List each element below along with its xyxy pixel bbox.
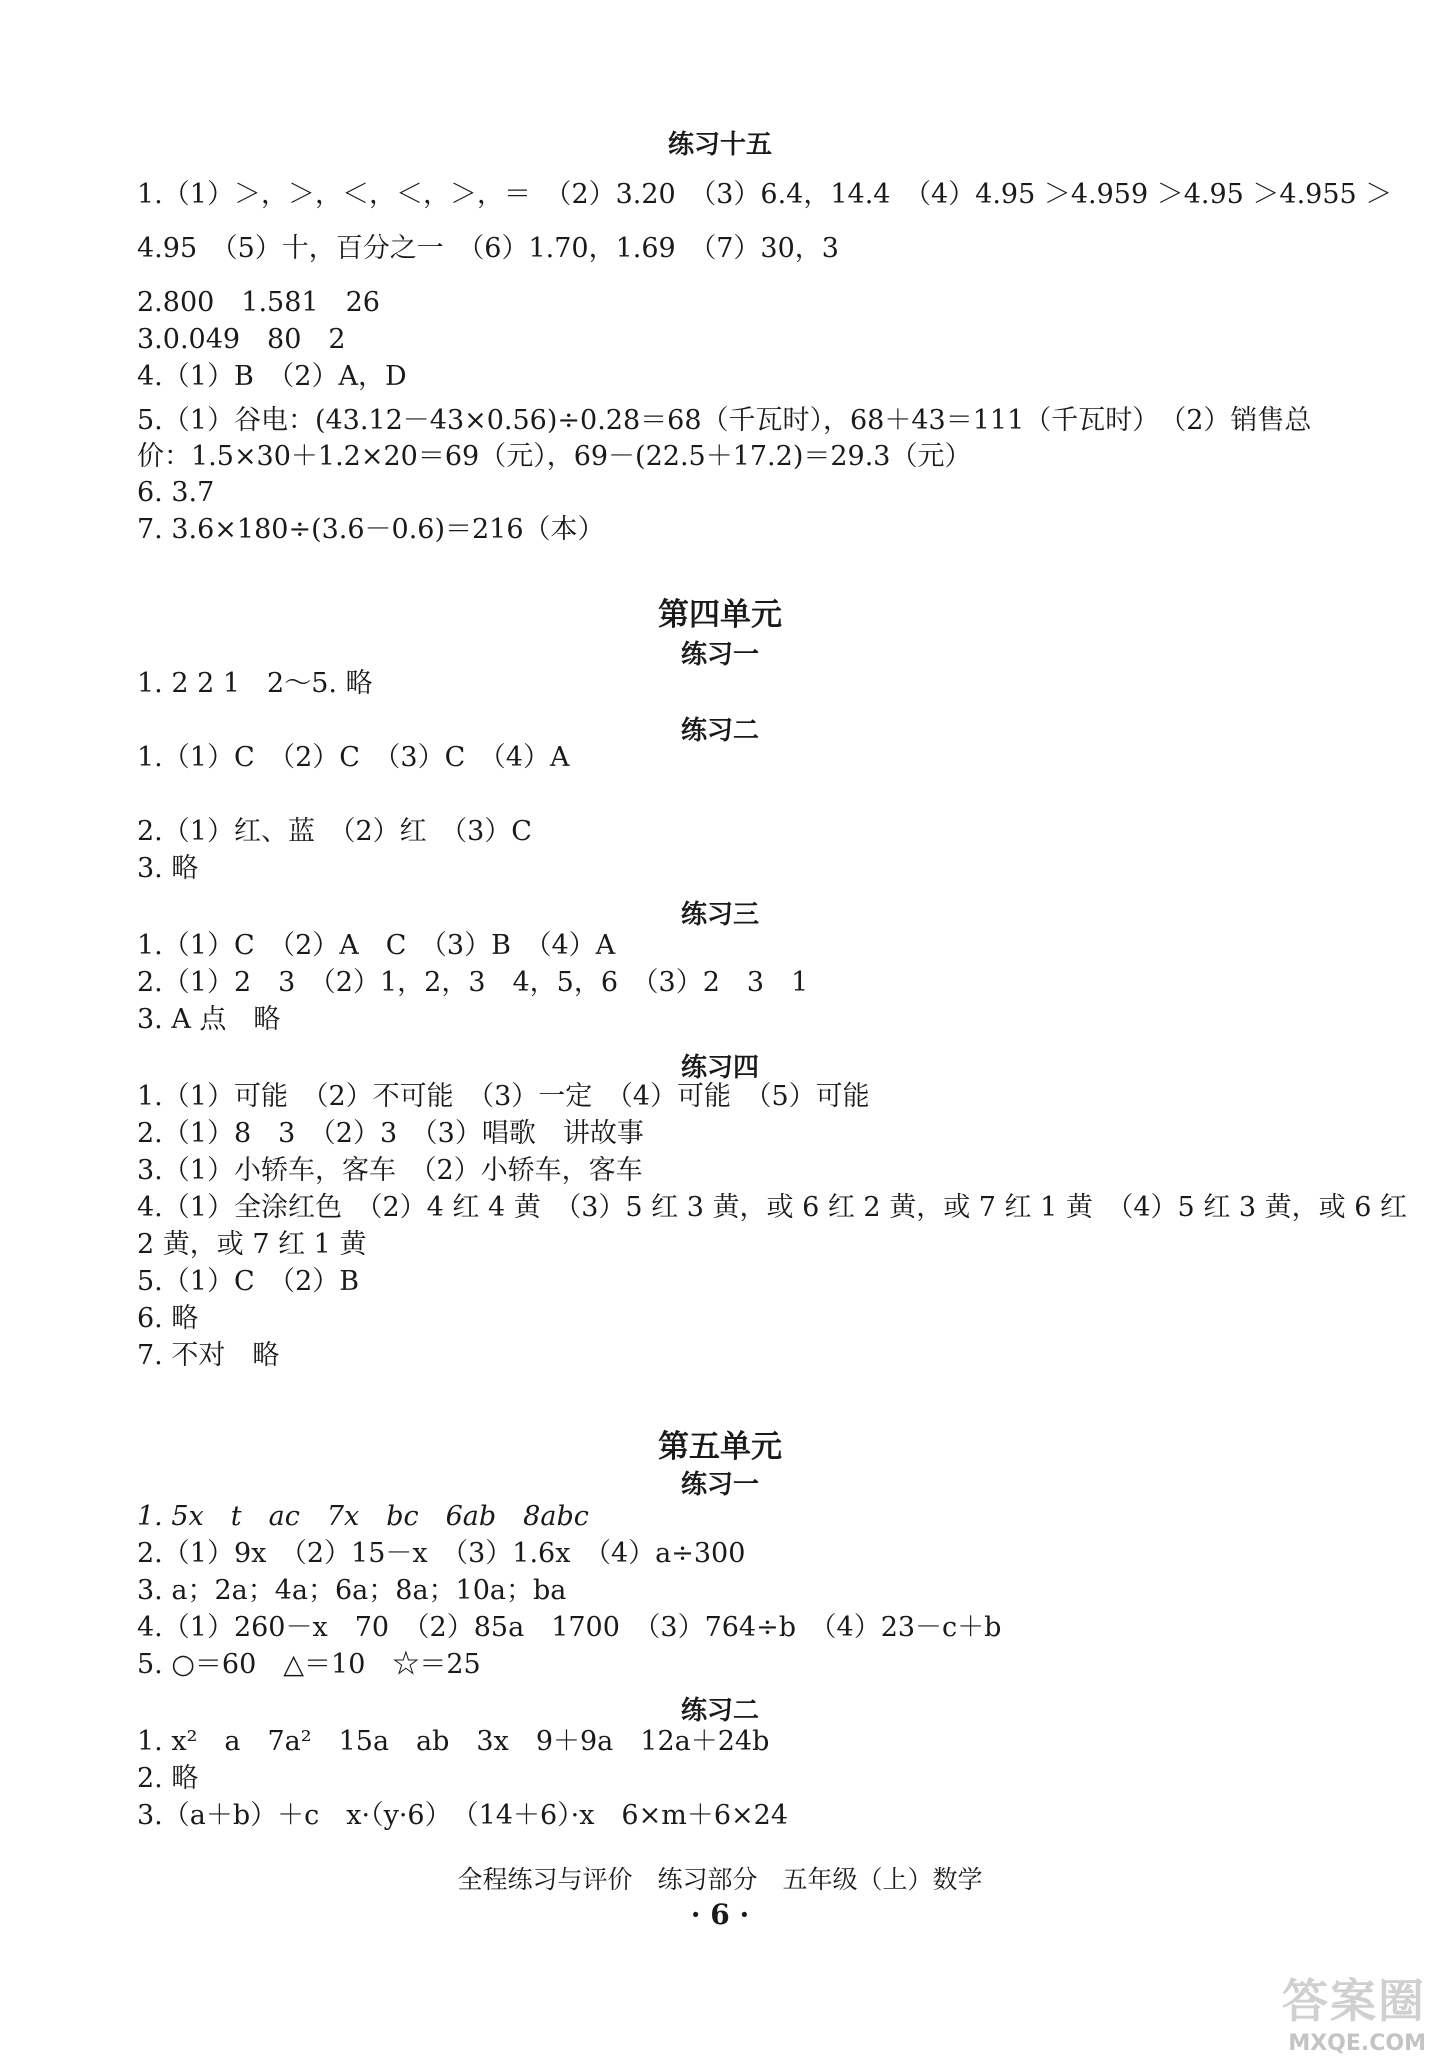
watermark-url: MXQE.COM [1288,2031,1426,2056]
answer-line: 4.（1）全涂红色 （2）4 红 4 黄 （3）5 红 3 黄，或 6 红 2 黄，或 7 红 1 黄 （4）5 红 3 黄，或 6 红 [137,1192,1408,1223]
answer-line: 6. 3.7 [137,477,215,508]
section-title-u4-ex2: 练习二 [680,716,759,746]
answer-line: 4.（1）B （2）A，D [137,361,407,392]
unit-title-4: 第四单元 [658,597,782,633]
answer-line: 4.（1）260－x 70 （2）85a 1700 （3）764÷b （4）23－c＋b [137,1612,1002,1643]
answer-line: 1.（1）＞，＞，＜，＜，＞，＝ （2）3.20 （3）6.4，14.4 （4）4.95 ＞4.959 ＞4.95 ＞4.955 ＞ [137,179,1393,210]
section-title-u4-ex1: 练习一 [680,640,759,670]
answer-line: 3.0.049 80 2 [137,324,346,355]
section-title-ex15: 练习十五 [667,130,772,160]
answer-line: 3.（1）小轿车，客车 （2）小轿车，客车 [137,1155,643,1186]
answer-line: 2.（1）9x （2）15－x （3）1.6x （4）a÷300 [137,1538,746,1569]
answer-line: 5.（1）C （2）B [137,1266,360,1297]
answer-line: 1.（1）C （2）C （3）C （4）A [137,742,570,773]
section-title-u4-ex3: 练习三 [680,900,759,930]
answer-line: 2.800 1.581 26 [137,287,380,318]
answer-line: 1.（1）可能 （2）不可能 （3）一定 （4）可能 （5）可能 [137,1081,870,1112]
answer-line: 3. a；2a；4a；6a；8a；10a；ba [137,1575,567,1606]
answer-line: 6. 略 [137,1303,199,1334]
answer-line: 2.（1）红、蓝 （2）红 （3）C [137,816,532,847]
section-title-u4-ex4: 练习四 [680,1053,759,1083]
answer-line: 2.（1）2 3 （2）1，2，3 4，5，6 （3）2 3 1 [137,967,809,998]
answer-line: 2 黄，或 7 红 1 黄 [137,1229,367,1260]
answer-line: 3. 略 [137,853,199,884]
answer-line: 1. 2 2 1 2～5. 略 [137,668,373,699]
answer-line: 3. A 点 略 [137,1004,281,1035]
book-footer: 全程练习与评价 练习部分 五年级（上）数学 [457,1865,983,1894]
answer-line: 1. x² a 7a² 15a ab 3x 9＋9a 12a＋24b [137,1726,770,1757]
answer-line: 3.（a＋b）＋c x·（y·6） （14＋6）·x 6×m＋6×24 [137,1800,788,1831]
section-title-u5-ex1: 练习一 [680,1470,759,1500]
section-title-u5-ex2: 练习二 [680,1696,759,1726]
answer-line: 7. 3.6×180÷(3.6－0.6)＝216（本） [137,514,605,545]
unit-title-5: 第五单元 [658,1429,782,1465]
answer-line: 价：1.5×30＋1.2×20＝69（元），69－(22.5＋17.2)＝29.3（元） [137,441,972,472]
answer-line: 2. 略 [137,1763,199,1794]
answer-line: 2.（1）8 3 （2）3 （3）唱歌 讲故事 [137,1118,644,1149]
answer-line: 1.（1）C （2）A C （3）B （4）A [137,930,616,961]
answer-line: 4.95 （5）十，百分之一 （6）1.70，1.69 （7）30，3 [137,233,839,264]
answer-line: 5. ○＝60 △＝10 ☆＝25 [137,1649,481,1680]
watermark [1226,1965,1426,2056]
answer-line: 1. 5x t ac 7x bc 6ab 8abc [137,1501,589,1532]
answer-line: 7. 不对 略 [137,1340,280,1371]
answer-line: 5.（1）谷电：(43.12－43×0.56)÷0.28＝68（千瓦时），68＋43＝111（千瓦时） （2）销售总 [137,405,1312,436]
page-number: · 6 · [690,1898,750,1931]
watermark-logo: 答案圈 [1282,1974,1426,2028]
